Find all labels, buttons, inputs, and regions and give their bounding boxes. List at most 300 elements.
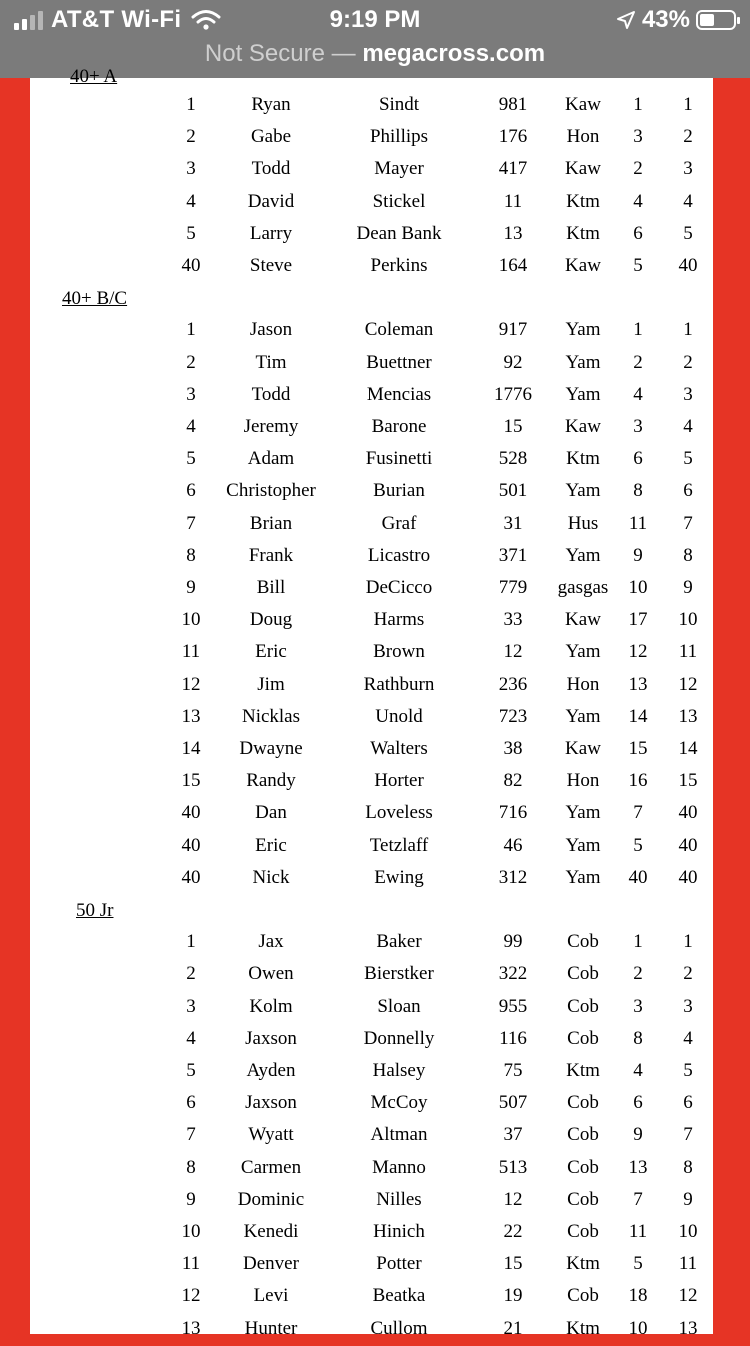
first-name-cell: Hunter bbox=[244, 1317, 298, 1339]
moto1-cell: 3 bbox=[633, 995, 643, 1017]
moto2-cell: 2 bbox=[683, 963, 693, 985]
brand-cell: Yam bbox=[565, 866, 601, 888]
brand-cell: Kaw bbox=[565, 255, 601, 276]
position-cell: 5 bbox=[186, 1060, 196, 1081]
moto2-cell: 9 bbox=[683, 577, 693, 598]
bike-number-cell: 417 bbox=[498, 158, 528, 180]
bike-number-cell: 716 bbox=[498, 802, 528, 824]
position-cell: 6 bbox=[186, 480, 196, 502]
moto1-cell: 5 bbox=[633, 255, 643, 276]
moto2-cell: 8 bbox=[683, 544, 693, 566]
position-cell: 7 bbox=[186, 512, 196, 534]
moto2-cell: 12 bbox=[678, 1285, 698, 1307]
first-name-cell: Jim bbox=[257, 673, 285, 695]
moto2-cell: 10 bbox=[678, 1221, 698, 1242]
position-cell: 11 bbox=[181, 641, 201, 663]
last-name-cell: Tetzlaff bbox=[369, 834, 429, 856]
last-name-cell: Rathburn bbox=[363, 673, 435, 695]
moto1-cell: 7 bbox=[633, 802, 643, 824]
table-row bbox=[30, 1249, 713, 1281]
carrier-label: AT&T Wi-Fi bbox=[51, 6, 182, 33]
moto1-cell: 2 bbox=[633, 158, 643, 180]
brand-cell: Yam bbox=[565, 705, 601, 727]
last-name-cell: Barone bbox=[371, 416, 427, 437]
moto2-cell: 4 bbox=[683, 190, 693, 212]
bike-number-cell: 1776 bbox=[494, 383, 532, 405]
position-cell: 7 bbox=[186, 1124, 196, 1146]
table-row bbox=[30, 219, 713, 251]
position-cell: 3 bbox=[186, 995, 196, 1017]
first-name-cell: Jax bbox=[258, 931, 284, 953]
table-row bbox=[30, 444, 713, 476]
bike-number-cell: 164 bbox=[498, 255, 528, 276]
table-row bbox=[30, 670, 713, 702]
section-title: 40+ B/C bbox=[62, 288, 128, 310]
moto2-cell: 2 bbox=[683, 351, 693, 373]
position-cell: 15 bbox=[181, 770, 201, 792]
brand-cell: Yam bbox=[565, 480, 601, 502]
moto1-cell: 18 bbox=[628, 1285, 648, 1307]
moto1-cell: 6 bbox=[633, 222, 643, 244]
brand-cell: Yam bbox=[565, 834, 601, 856]
position-cell: 12 bbox=[181, 673, 201, 695]
bike-number-cell: 176 bbox=[498, 126, 528, 148]
moto2-cell: 12 bbox=[678, 673, 698, 695]
last-name-cell: Altman bbox=[370, 1124, 428, 1146]
moto2-cell: 7 bbox=[683, 1124, 693, 1146]
first-name-cell: Christopher bbox=[226, 480, 316, 502]
moto1-cell: 10 bbox=[628, 1317, 648, 1339]
brand-cell: Yam bbox=[565, 383, 601, 405]
last-name-cell: Bierstker bbox=[364, 963, 434, 985]
last-name-cell: Halsey bbox=[372, 1060, 426, 1081]
position-cell: 11 bbox=[181, 1253, 201, 1275]
moto1-cell: 14 bbox=[628, 705, 648, 727]
bike-number-cell: 981 bbox=[498, 94, 528, 115]
moto2-cell: 6 bbox=[683, 1092, 693, 1114]
table-row bbox=[30, 863, 713, 895]
bike-number-cell: 501 bbox=[498, 480, 528, 502]
table-row bbox=[30, 315, 713, 347]
last-name-cell: Stickel bbox=[372, 190, 426, 212]
last-name-cell: Potter bbox=[376, 1253, 422, 1275]
last-name-cell: Mencias bbox=[366, 383, 432, 405]
table-row bbox=[30, 573, 713, 605]
table-row bbox=[30, 1314, 713, 1346]
table-row bbox=[30, 798, 713, 830]
first-name-cell: Levi bbox=[253, 1285, 289, 1307]
battery-fill bbox=[700, 14, 714, 26]
bike-number-cell: 22 bbox=[503, 1221, 523, 1242]
bike-number-cell: 528 bbox=[498, 448, 528, 470]
bike-number-cell: 322 bbox=[498, 963, 528, 985]
brand-cell: Ktm bbox=[566, 448, 600, 470]
table-row bbox=[30, 509, 713, 541]
first-name-cell: Dwayne bbox=[239, 738, 303, 759]
bike-number-cell: 13 bbox=[503, 222, 523, 244]
position-cell: 2 bbox=[186, 351, 196, 373]
table-row bbox=[30, 1217, 713, 1249]
last-name-cell: Loveless bbox=[365, 802, 433, 824]
first-name-cell: Jason bbox=[249, 319, 293, 341]
table-row bbox=[30, 541, 713, 573]
first-name-cell: Doug bbox=[249, 609, 293, 631]
first-name-cell: Nick bbox=[252, 866, 290, 888]
moto1-cell: 3 bbox=[633, 416, 643, 437]
last-name-cell: Donnelly bbox=[363, 1027, 435, 1049]
table-row bbox=[30, 380, 713, 412]
position-cell: 6 bbox=[186, 1092, 196, 1114]
moto1-cell: 17 bbox=[628, 609, 648, 631]
position-cell: 40 bbox=[181, 802, 201, 824]
first-name-cell: Dan bbox=[255, 802, 287, 824]
table-row bbox=[30, 122, 713, 154]
position-cell: 3 bbox=[186, 383, 196, 405]
table-row bbox=[30, 734, 713, 766]
position-cell: 8 bbox=[186, 1156, 196, 1178]
battery-percent: 43% bbox=[641, 6, 690, 33]
bike-number-cell: 82 bbox=[503, 770, 523, 792]
position-cell: 4 bbox=[186, 190, 196, 212]
brand-cell: Cob bbox=[567, 931, 599, 953]
brand-cell: Hon bbox=[566, 770, 600, 792]
brand-cell: Cob bbox=[567, 963, 599, 985]
position-cell: 10 bbox=[181, 1221, 201, 1242]
brand-cell: Yam bbox=[565, 351, 601, 373]
position-cell: 1 bbox=[186, 319, 196, 341]
moto1-cell: 5 bbox=[633, 834, 643, 856]
last-name-cell: Horter bbox=[374, 770, 424, 792]
bike-number-cell: 33 bbox=[503, 609, 523, 631]
bike-number-cell: 917 bbox=[498, 319, 528, 341]
last-name-cell: Beatka bbox=[372, 1285, 426, 1307]
last-name-cell: Licastro bbox=[367, 544, 431, 566]
moto1-cell: 3 bbox=[633, 126, 643, 148]
section-title: 50 Jr bbox=[76, 900, 114, 921]
moto1-cell: 12 bbox=[628, 641, 648, 663]
moto2-cell: 40 bbox=[678, 255, 698, 276]
position-cell: 13 bbox=[181, 705, 201, 727]
last-name-cell: Ewing bbox=[374, 866, 424, 888]
first-name-cell: Jaxson bbox=[245, 1092, 297, 1114]
first-name-cell: Bill bbox=[256, 577, 286, 598]
brand-cell: Kaw bbox=[565, 416, 601, 437]
security-status: Not Secure bbox=[204, 40, 325, 67]
position-cell: 40 bbox=[181, 866, 201, 888]
last-name-cell: Unold bbox=[375, 705, 423, 727]
table-row bbox=[30, 1281, 713, 1313]
first-name-cell: Gabe bbox=[250, 126, 292, 148]
last-name-cell: McCoy bbox=[370, 1092, 428, 1114]
table-row bbox=[30, 1185, 713, 1217]
position-cell: 1 bbox=[186, 931, 196, 953]
moto1-cell: 7 bbox=[633, 1188, 643, 1210]
table-row bbox=[30, 154, 713, 186]
table-row bbox=[30, 348, 713, 380]
brand-cell: Kaw bbox=[565, 738, 601, 759]
brand-cell: Ktm bbox=[566, 1060, 600, 1081]
moto2-cell: 8 bbox=[683, 1156, 693, 1178]
table-row bbox=[30, 1056, 713, 1088]
table-row bbox=[30, 992, 713, 1024]
moto1-cell: 8 bbox=[633, 480, 643, 502]
bike-number-cell: 15 bbox=[503, 416, 523, 437]
bike-number-cell: 507 bbox=[498, 1092, 528, 1114]
first-name-cell: Randy bbox=[246, 770, 296, 792]
results-page bbox=[30, 66, 713, 1339]
position-cell: 8 bbox=[186, 544, 196, 566]
moto1-cell: 2 bbox=[633, 963, 643, 985]
bike-number-cell: 38 bbox=[503, 738, 523, 759]
bike-number-cell: 236 bbox=[498, 673, 528, 695]
last-name-cell: Hinich bbox=[373, 1221, 425, 1242]
moto2-cell: 40 bbox=[678, 866, 698, 888]
first-name-cell: Eric bbox=[255, 834, 287, 856]
last-name-cell: Sloan bbox=[377, 995, 421, 1017]
moto1-cell: 8 bbox=[633, 1027, 643, 1049]
position-cell: 2 bbox=[186, 963, 196, 985]
first-name-cell: Ayden bbox=[246, 1060, 296, 1081]
moto2-cell: 14 bbox=[678, 738, 698, 759]
moto2-cell: 15 bbox=[678, 770, 698, 792]
moto2-cell: 3 bbox=[683, 158, 693, 180]
moto2-cell: 5 bbox=[683, 222, 693, 244]
moto1-cell: 13 bbox=[628, 1156, 648, 1178]
last-name-cell: Cullom bbox=[370, 1317, 428, 1339]
moto1-cell: 6 bbox=[633, 448, 643, 470]
moto2-cell: 4 bbox=[683, 416, 693, 437]
brand-cell: Yam bbox=[565, 544, 601, 566]
last-name-cell: Phillips bbox=[369, 126, 429, 148]
first-name-cell: Adam bbox=[247, 448, 295, 470]
position-cell: 4 bbox=[186, 416, 196, 437]
position-cell: 13 bbox=[181, 1317, 201, 1339]
moto2-cell: 3 bbox=[683, 383, 693, 405]
moto2-cell: 3 bbox=[683, 995, 693, 1017]
last-name-cell: Sindt bbox=[378, 94, 420, 115]
last-name-cell: Nilles bbox=[376, 1188, 422, 1210]
brand-cell: Kaw bbox=[565, 158, 601, 180]
moto1-cell: 11 bbox=[628, 512, 648, 534]
last-name-cell: Harms bbox=[373, 609, 425, 631]
position-cell: 9 bbox=[186, 1188, 196, 1210]
moto2-cell: 7 bbox=[683, 512, 693, 534]
table-row bbox=[30, 605, 713, 637]
position-cell: 14 bbox=[181, 738, 201, 759]
moto1-cell: 6 bbox=[633, 1092, 643, 1114]
table-row bbox=[30, 831, 713, 863]
brand-cell: Hus bbox=[567, 512, 599, 534]
table-row bbox=[30, 1088, 713, 1120]
bike-number-cell: 37 bbox=[503, 1124, 523, 1146]
bike-number-cell: 513 bbox=[498, 1156, 528, 1178]
brand-cell: Cob bbox=[567, 1188, 599, 1210]
brand-cell: Cob bbox=[567, 1092, 599, 1114]
moto1-cell: 2 bbox=[633, 351, 643, 373]
moto2-cell: 5 bbox=[683, 1060, 693, 1081]
table-row bbox=[30, 412, 713, 444]
bike-number-cell: 75 bbox=[503, 1060, 523, 1081]
table-row bbox=[30, 702, 713, 734]
moto2-cell: 13 bbox=[678, 705, 698, 727]
table-row bbox=[30, 90, 713, 122]
first-name-cell: Kolm bbox=[249, 995, 293, 1017]
bike-number-cell: 21 bbox=[503, 1317, 523, 1339]
table-row bbox=[30, 251, 713, 283]
moto2-cell: 10 bbox=[678, 609, 698, 631]
position-cell: 4 bbox=[186, 1027, 196, 1049]
moto2-cell: 4 bbox=[683, 1027, 693, 1049]
bike-number-cell: 312 bbox=[498, 866, 528, 888]
moto2-cell: 40 bbox=[678, 802, 698, 824]
brand-cell: Cob bbox=[567, 1124, 599, 1146]
moto1-cell: 9 bbox=[633, 1124, 643, 1146]
table-row bbox=[30, 476, 713, 508]
moto2-cell: 1 bbox=[683, 94, 693, 115]
first-name-cell: Denver bbox=[243, 1253, 299, 1275]
brand-cell: Hon bbox=[566, 673, 600, 695]
table-row bbox=[30, 187, 713, 219]
bike-number-cell: 371 bbox=[498, 544, 528, 566]
moto1-cell: 16 bbox=[628, 770, 648, 792]
moto2-cell: 1 bbox=[683, 931, 693, 953]
location-arrow-icon bbox=[616, 10, 636, 30]
moto1-cell: 1 bbox=[633, 319, 643, 341]
position-cell: 5 bbox=[186, 222, 196, 244]
position-cell: 5 bbox=[186, 448, 196, 470]
last-name-cell: Baker bbox=[376, 931, 422, 953]
bike-number-cell: 723 bbox=[498, 705, 528, 727]
last-name-cell: Walters bbox=[370, 738, 428, 759]
brand-cell: Cob bbox=[567, 1221, 599, 1242]
moto2-cell: 9 bbox=[683, 1188, 693, 1210]
moto1-cell: 11 bbox=[628, 1221, 648, 1242]
moto2-cell: 1 bbox=[683, 319, 693, 341]
bike-number-cell: 99 bbox=[503, 931, 523, 953]
last-name-cell: Mayer bbox=[374, 158, 424, 180]
table-row bbox=[30, 1153, 713, 1185]
bike-number-cell: 12 bbox=[503, 641, 523, 663]
brand-cell: Ktm bbox=[566, 1317, 600, 1339]
first-name-cell: Jeremy bbox=[243, 416, 299, 437]
position-cell: 9 bbox=[186, 577, 196, 598]
moto1-cell: 9 bbox=[633, 544, 643, 566]
last-name-cell: Brown bbox=[373, 641, 425, 663]
first-name-cell: Tim bbox=[255, 351, 287, 373]
brand-cell: Cob bbox=[567, 1156, 599, 1178]
moto2-cell: 2 bbox=[683, 126, 693, 148]
brand-cell: Hon bbox=[566, 126, 600, 148]
moto1-cell: 40 bbox=[628, 866, 648, 888]
moto2-cell: 40 bbox=[678, 834, 698, 856]
moto1-cell: 4 bbox=[633, 383, 643, 405]
table-row bbox=[30, 959, 713, 991]
bike-number-cell: 116 bbox=[499, 1027, 527, 1049]
bike-number-cell: 955 bbox=[498, 995, 528, 1017]
brand-cell: Ktm bbox=[566, 222, 600, 244]
url-separator: — bbox=[331, 40, 356, 67]
brand-cell: Yam bbox=[565, 802, 601, 824]
first-name-cell: Wyatt bbox=[248, 1124, 294, 1146]
moto2-cell: 13 bbox=[678, 1317, 698, 1339]
brand-cell: Ktm bbox=[566, 1253, 600, 1275]
first-name-cell: Todd bbox=[251, 158, 291, 180]
address-bar[interactable] bbox=[0, 40, 750, 68]
last-name-cell: Coleman bbox=[364, 319, 434, 341]
position-cell: 10 bbox=[181, 609, 201, 631]
moto1-cell: 13 bbox=[628, 673, 648, 695]
last-name-cell: Buettner bbox=[366, 351, 432, 373]
moto2-cell: 6 bbox=[683, 480, 693, 502]
last-name-cell: Burian bbox=[373, 480, 425, 502]
brand-cell: Kaw bbox=[565, 94, 601, 115]
first-name-cell: Todd bbox=[251, 383, 291, 405]
bike-number-cell: 46 bbox=[503, 834, 523, 856]
brand-cell: gasgas bbox=[557, 577, 609, 598]
battery-icon bbox=[696, 10, 736, 30]
last-name-cell: Manno bbox=[372, 1156, 426, 1178]
clock: 9:19 PM bbox=[329, 6, 421, 33]
brand-cell: Yam bbox=[565, 641, 601, 663]
brand-cell: Ktm bbox=[566, 190, 600, 212]
table-row bbox=[30, 927, 713, 959]
last-name-cell: Graf bbox=[381, 512, 417, 534]
first-name-cell: Nicklas bbox=[241, 705, 301, 727]
bike-number-cell: 19 bbox=[503, 1285, 523, 1307]
table-row bbox=[30, 637, 713, 669]
first-name-cell: David bbox=[247, 190, 295, 212]
bike-number-cell: 92 bbox=[503, 351, 523, 373]
status-right bbox=[616, 6, 736, 34]
moto2-cell: 5 bbox=[683, 448, 693, 470]
brand-cell: Cob bbox=[567, 995, 599, 1017]
section-title-cut: 40+ A bbox=[70, 66, 118, 87]
first-name-cell: Kenedi bbox=[243, 1221, 299, 1242]
position-cell: 40 bbox=[181, 834, 201, 856]
position-cell: 40 bbox=[181, 255, 201, 276]
bike-number-cell: 779 bbox=[498, 577, 528, 598]
brand-cell: Yam bbox=[565, 319, 601, 341]
first-name-cell: Steve bbox=[249, 255, 293, 276]
moto2-cell: 11 bbox=[678, 1253, 698, 1275]
bike-number-cell: 15 bbox=[503, 1253, 523, 1275]
first-name-cell: Jaxson bbox=[245, 1027, 297, 1049]
moto1-cell: 4 bbox=[633, 1060, 643, 1081]
first-name-cell: Eric bbox=[255, 641, 287, 663]
first-name-cell: Brian bbox=[249, 512, 293, 534]
brand-cell: Kaw bbox=[565, 609, 601, 631]
moto2-cell: 11 bbox=[678, 641, 698, 663]
last-name-cell: Dean Bank bbox=[356, 222, 442, 244]
bike-number-cell: 31 bbox=[503, 512, 523, 534]
brand-cell: Cob bbox=[567, 1285, 599, 1307]
table-row bbox=[30, 766, 713, 798]
brand-cell: Cob bbox=[567, 1027, 599, 1049]
moto1-cell: 5 bbox=[633, 1253, 643, 1275]
table-row bbox=[30, 1024, 713, 1056]
last-name-cell: Perkins bbox=[370, 255, 428, 276]
moto1-cell: 1 bbox=[633, 94, 643, 115]
last-name-cell: DeCicco bbox=[365, 577, 433, 598]
first-name-cell: Larry bbox=[249, 222, 293, 244]
position-cell: 3 bbox=[186, 158, 196, 180]
last-name-cell: Fusinetti bbox=[365, 448, 433, 470]
first-name-cell: Owen bbox=[248, 963, 294, 985]
first-name-cell: Ryan bbox=[251, 94, 291, 115]
first-name-cell: Dominic bbox=[237, 1188, 305, 1210]
bike-number-cell: 11 bbox=[503, 190, 523, 212]
bike-number-cell: 12 bbox=[503, 1188, 523, 1210]
